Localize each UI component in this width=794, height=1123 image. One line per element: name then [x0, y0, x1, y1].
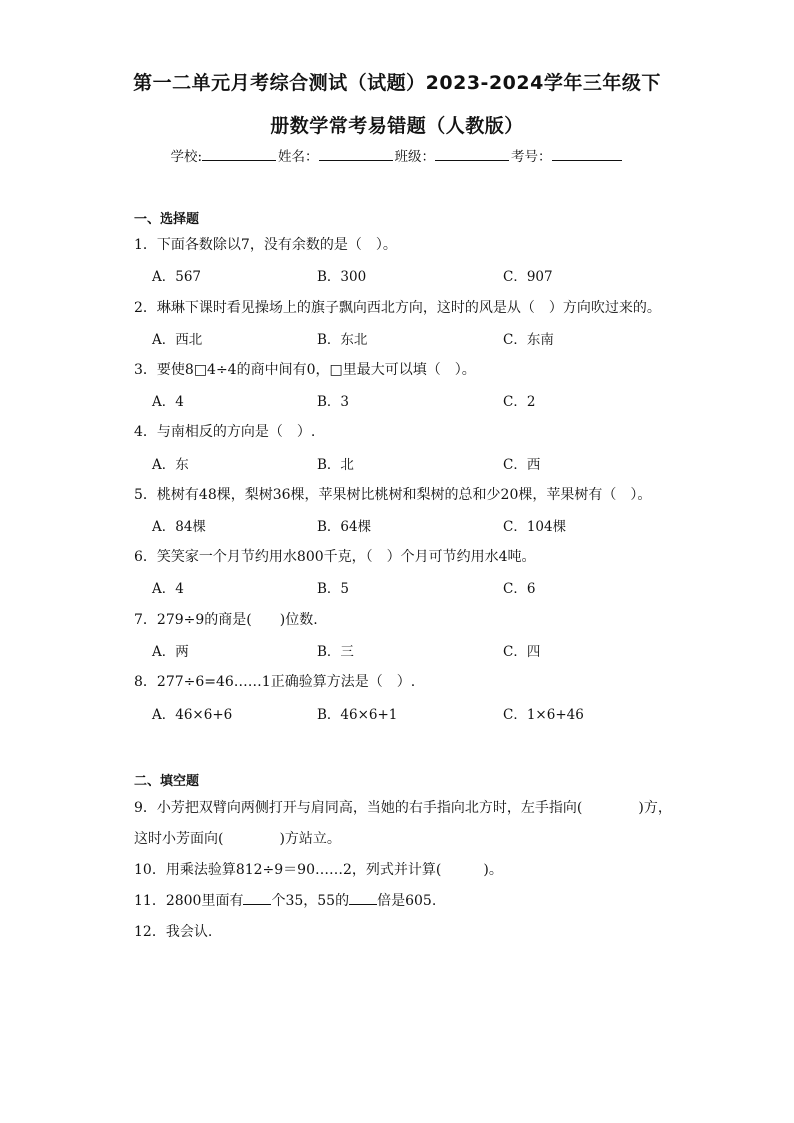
- question-7-option-c: C．四: [503, 644, 541, 660]
- question-6-option-c: C．6: [503, 581, 536, 597]
- question-2-option-c: C．东南: [503, 332, 554, 348]
- class-label: 班级：: [394, 149, 436, 165]
- question-11-part3: 倍是605.: [377, 893, 437, 909]
- school-field[interactable]: [202, 148, 276, 161]
- question-3: 3．要使8□4÷4的商中间有0，□里最大可以填（ ）。: [134, 362, 476, 378]
- question-4: 4．与南相反的方向是（ ）.: [134, 424, 316, 440]
- question-11-part1: 11．2800里面有: [134, 893, 244, 909]
- question-3-option-c: C．2: [503, 394, 536, 410]
- question-12: 12．我会认.: [134, 924, 213, 940]
- question-7-option-b: B．三: [317, 644, 354, 660]
- section-choice-title: 一、选择题: [134, 212, 200, 227]
- question-5: 5．桃树有48棵，梨树36棵，苹果树比桃树和梨树的总和少20棵，苹果树有（ ）。: [134, 487, 652, 503]
- school-label: 学校:: [170, 149, 203, 165]
- question-2: 2．琳琳下课时看见操场上的旗子飘向西北方向，这时的风是从（ ）方向吹过来的。: [134, 300, 661, 316]
- question-6-option-b: B．5: [317, 581, 350, 597]
- question-9-line2: 这时小芳面向( )方站立。: [134, 831, 341, 847]
- question-1-option-b: B．300: [317, 269, 367, 285]
- question-8-option-b: B．46×6+1: [317, 707, 398, 723]
- question-11: [134, 890, 436, 910]
- question-3-option-b: B．3: [317, 394, 350, 410]
- question-5-option-c: C．104棵: [503, 519, 567, 535]
- question-3-option-a: A．4: [152, 394, 184, 410]
- question-2-option-a: A．西北: [152, 332, 203, 348]
- document-title-line2: 册数学常考易错题（人教版）: [270, 115, 524, 137]
- name-label: 姓名：: [278, 149, 319, 165]
- question-4-option-c: C．西: [503, 457, 541, 473]
- question-5-option-b: B．64棵: [317, 519, 372, 535]
- question-1: 1．下面各数除以7，没有余数的是（ ）。: [134, 237, 397, 253]
- question-4-option-a: A．东: [152, 457, 189, 473]
- question-1-option-c: C．907: [503, 269, 553, 285]
- question-5-option-a: A．84棵: [152, 519, 206, 535]
- question-11-part2: 个35，55的: [271, 893, 350, 909]
- question-8-option-a: A．46×6+6: [152, 707, 233, 723]
- question-10: 10．用乘法验算812÷9＝90……2，列式并计算( )。: [134, 862, 503, 878]
- name-field[interactable]: [319, 148, 393, 161]
- question-6: 6．笑笑家一个月节约用水800千克，（ ）个月可节约用水4吨。: [134, 549, 536, 565]
- question-1-option-a: A．567: [152, 269, 202, 285]
- question-7: 7．279÷9的商是( )位数.: [134, 612, 318, 628]
- question-8: 8．277÷6=46……1正确验算方法是（ ）.: [134, 674, 416, 690]
- number-label: 考号：: [511, 149, 552, 165]
- number-field[interactable]: [552, 148, 622, 161]
- question-4-option-b: B．北: [317, 457, 354, 473]
- section-fill-title: 二、填空题: [134, 774, 200, 789]
- question-6-option-a: A．4: [152, 581, 184, 597]
- student-info-row: [0, 145, 794, 165]
- question-8-option-c: C．1×6+46: [503, 707, 584, 723]
- question-11-blank2[interactable]: [349, 892, 377, 905]
- document-title-line1: 第一二单元月考综合测试（试题）2023-2024学年三年级下: [133, 72, 661, 94]
- class-field[interactable]: [435, 148, 509, 161]
- question-9-line1: 9．小芳把双臂向两侧打开与肩同高，当她的右手指向北方时，左手指向( )方，: [134, 800, 672, 816]
- question-7-option-a: A．两: [152, 644, 189, 660]
- question-11-blank1[interactable]: [243, 892, 271, 905]
- question-2-option-b: B．东北: [317, 332, 368, 348]
